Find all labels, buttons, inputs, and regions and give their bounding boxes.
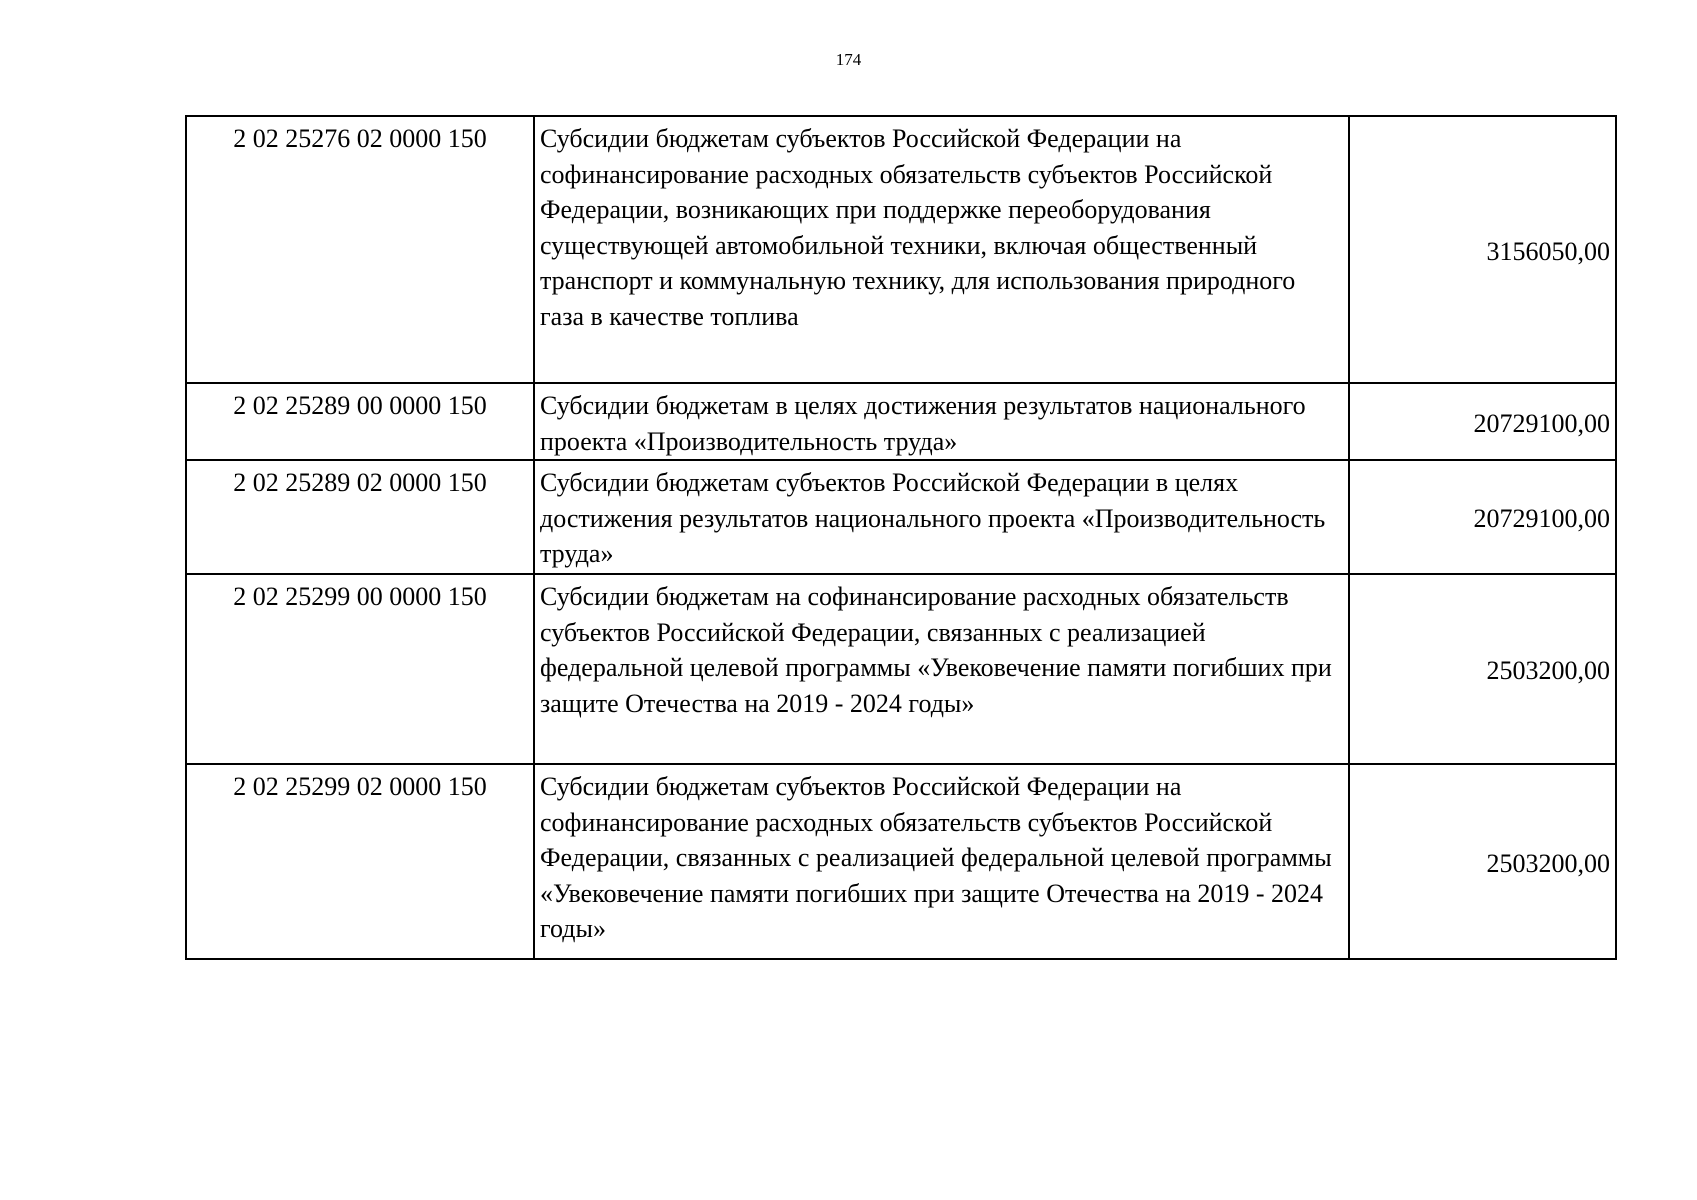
table-row xyxy=(186,574,1616,764)
budget-description: Субсидии бюджетам субъектов Российской Федерации на софинансирование расходных обязательств субъектов Российской Федерации, возникающих при поддержке переоборудования существующей автомобильной техники, включая общественный транспорт и коммунальную технику, для использования природного газа в качестве топлива xyxy=(534,116,1349,383)
budget-amount: 20729100,00 xyxy=(1349,460,1616,574)
table-row xyxy=(186,460,1616,574)
table-row xyxy=(186,764,1616,959)
budget-amount: 2503200,00 xyxy=(1349,574,1616,764)
page-number: 174 xyxy=(835,50,862,69)
table-row xyxy=(186,383,1616,460)
budget-code: 2 02 25299 02 0000 150 xyxy=(186,764,534,959)
budget-amount: 2503200,00 xyxy=(1349,764,1616,959)
budget-description: Субсидии бюджетам субъектов Российской Федерации в целях достижения результатов национального проекта «Производительность труда» xyxy=(534,460,1349,574)
table-row xyxy=(186,116,1616,383)
budget-amount: 3156050,00 xyxy=(1349,116,1616,383)
budget-description: Субсидии бюджетам на софинансирование расходных обязательств субъектов Российской Федерации, связанных с реализацией федеральной целевой программы «Увековечение памяти погибших при защите Отечества на 2019 - 2024 годы» xyxy=(534,574,1349,764)
budget-code: 2 02 25299 00 0000 150 xyxy=(186,574,534,764)
budget-table xyxy=(185,115,1617,960)
budget-description: Субсидии бюджетам в целях достижения результатов национального проекта «Производительность труда» xyxy=(534,383,1349,460)
budget-description: Субсидии бюджетам субъектов Российской Федерации на софинансирование расходных обязательств субъектов Российской Федерации, связанных с реализацией федеральной целевой программы «Увековечение памяти погибших при защите Отечества на 2019 - 2024 годы» xyxy=(534,764,1349,959)
budget-amount: 20729100,00 xyxy=(1349,383,1616,460)
budget-code: 2 02 25289 00 0000 150 xyxy=(186,383,534,460)
budget-code: 2 02 25289 02 0000 150 xyxy=(186,460,534,574)
budget-code: 2 02 25276 02 0000 150 xyxy=(186,116,534,383)
